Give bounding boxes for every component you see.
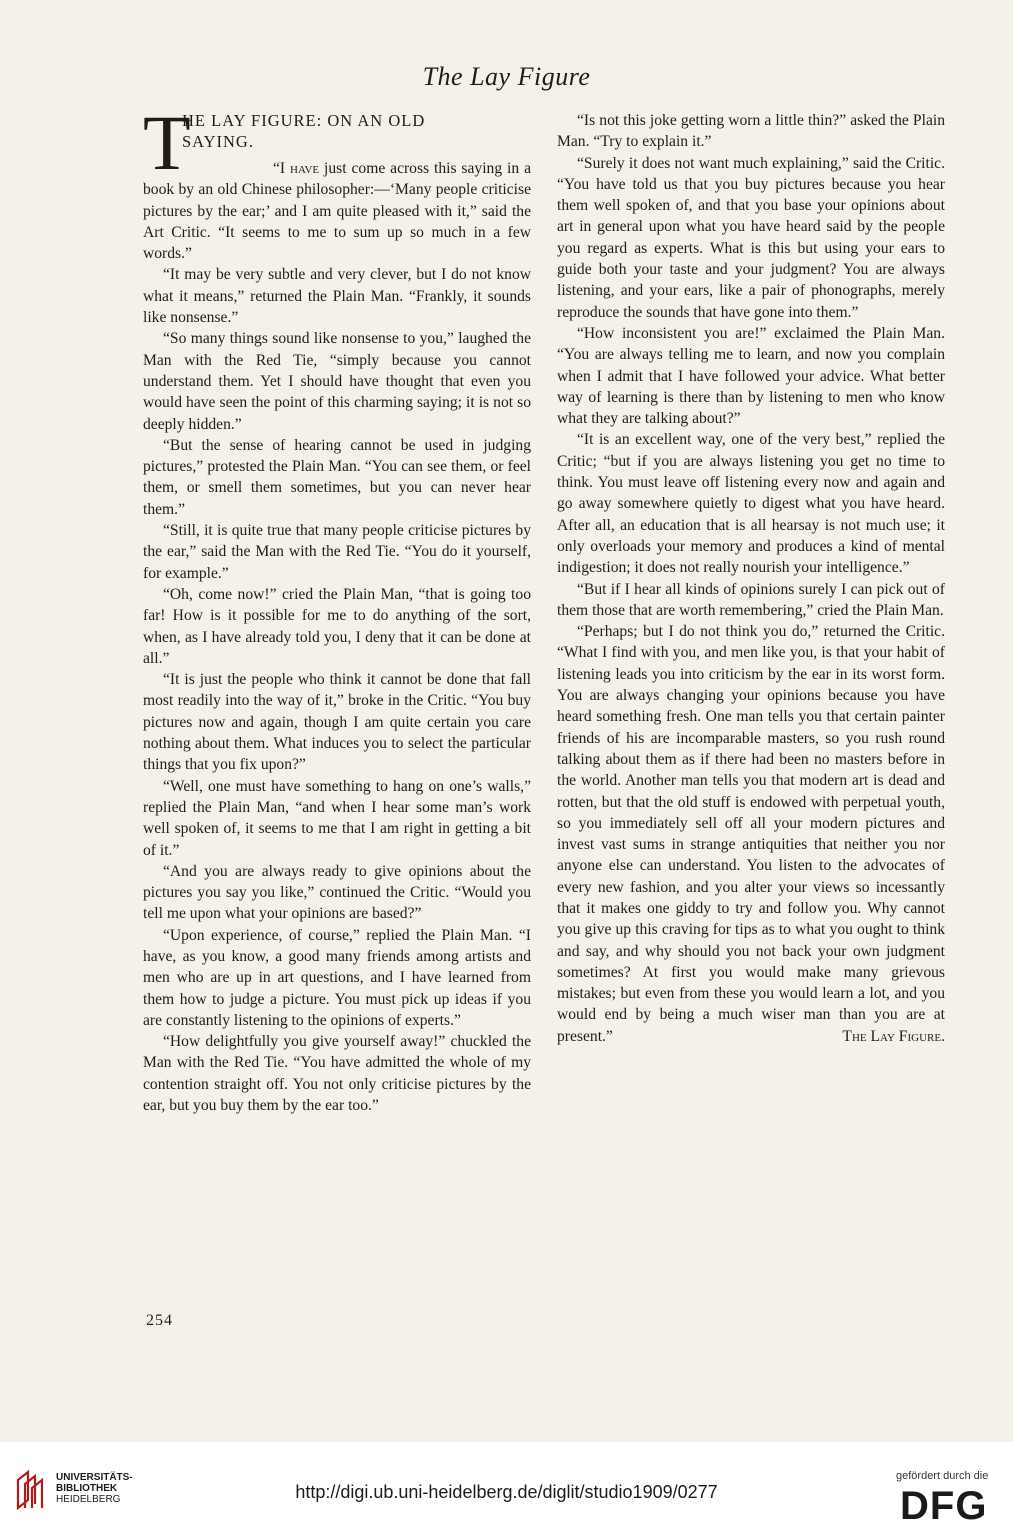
- paragraph: “Still, it is quite true that many people criticise pictures by the ear,” said the Man with the Red Tie. “You do it yourself, for example.”: [143, 522, 531, 582]
- library-name-line-1: UNIVERSITÄTS-: [56, 1472, 133, 1483]
- paragraph: “But if I hear all kinds of opinions surely I can pick out of them those that are worth remembering,” cried the Plain Man.: [557, 580, 945, 619]
- paragraph: “Upon experience, of course,” replied the Plain Man. “I have, as you know, a good many friends among artists and men who are up in art questions, and I have learned from them how to judge a picture. You must pick up ideas if you are constantly listening to the opinions of experts.”: [143, 926, 531, 1029]
- paragraph: “And you are always ready to give opinions about the pictures you say you like,” continued the Critic. “Would you tell me upon what your opinions are based?”: [143, 862, 531, 923]
- opening-paragraph: [143, 158, 531, 264]
- running-head: The Lay Figure: [422, 62, 591, 91]
- library-name-line-3: HEIDELBERG: [56, 1494, 121, 1505]
- sponsor-caption: gefördert durch die: [896, 1470, 989, 1482]
- paragraph: “How inconsistent you are!” exclaimed the Plain Man. “You are always telling me to learn, and now you complain when I admit that I have followed your advice. What better way of learning is there than by listening to men who know what they are talking about?”: [557, 324, 945, 428]
- paragraph: “Is not this joke getting worn a little thin?” asked the Plain Man. “Try to explain it.”: [557, 112, 945, 151]
- paragraph: “How delightfully you give yourself away!” chuckled the Man with the Red Tie. “You have admitted the whole of my contention straight off. You not only criticise pictures by the ear, but you buy them by the ear too.”: [143, 1033, 531, 1115]
- opening-text: just come across this saying in a book by an old Chinese philosopher:—‘Many people criticise pictures by the ear;’ and I am quite pleased with it,” said the Art Critic. “It seems to me to sum up so much in a few words.”: [143, 160, 531, 263]
- closing-text: “Perhaps; but I do not think you do,” returned the Critic. “What I find with you, and men like you, is that your habit of listening leads you into criticism by the ear in its worst form. You are always changing your opinions because you have heard something fresh. One man tells you that certain painter friends of his are incomparable masters, so you rush round talking about them as if there had been no masters before in the world. Another man tells you that modern art is dead and rotten, but that the old stuff is endowed with perpetual youth, so you immediately sell off all your modern pictures and invest vast sums in strange antiquities that neither you nor anyone else can understand. You listen to the advocates of every new fashion, and you alter your views so incessantly that it makes one giddy to try and follow you. Why cannot you give up this craving for tips as to what you ought to think and say, and why should you not back your own judgment sometimes? At first you would make many grievous mistakes; but even from these you would learn a lot, and you would end by being a much wiser man than you are at present.”: [557, 623, 945, 1045]
- paragraph: “Well, one must have something to hang on one’s walls,” replied the Plain Man, “and when I hear some man’s work well spoken of, it seems to me that I am right in getting a bit of it.”: [143, 777, 531, 859]
- page-number: 254: [146, 1312, 173, 1329]
- library-name-line-2: BIBLIOTHEK: [56, 1483, 118, 1494]
- paragraph: “Surely it does not want much explaining,” said the Critic. “You have told us that you buy pictures because you hear them well spoken of, and that you base your opinions about art in general upon what you have heard said by the people you regard as experts. What is this but using your ears to guide both your taste and your judgment? You are always listening, and your ears, like a pair of phonographs, merely reproduce the sounds that have gone into them.”: [557, 154, 945, 321]
- signature: The Lay Figure.: [842, 1027, 945, 1045]
- opening-small-caps: “I have: [273, 160, 320, 177]
- drop-cap: T: [143, 99, 192, 186]
- paragraph: “It is just the people who think it cannot be done that fall most readily into the way of it,” broke in the Critic. “You buy pictures now and again, though I am quite certain you care nothing about them. What induces you to select the particular things that you fix upon?”: [143, 671, 531, 774]
- paragraph: “It may be very subtle and very clever, but I do not know what it means,” returned the Plain Man. “Frankly, it sounds like nonsense.”: [143, 266, 531, 327]
- paragraph: “So many things sound like nonsense to you,” laughed the Man with the Red Tie, “simply because you cannot understand them. Yet I should have thought that even you would have seen the point of this charming saying; it is not so deeply hidden.”: [143, 330, 531, 433]
- headline-line-2: SAYING.: [182, 132, 254, 151]
- left-column: [143, 99, 531, 1116]
- paragraph: “Oh, come now!” cried the Plain Man, “that is going too far! How is it possible for me to do anything of the sort, when, as I have already told you, I deny that it can be done at all.”: [143, 585, 531, 667]
- right-column: [557, 110, 945, 1047]
- closing-paragraph: [557, 621, 945, 1047]
- paragraph: “It is an excellent way, one of the very best,” replied the Critic; “but if you are always listening you get no time to think. You must leave off listening every now and again and go away somewhere quietly to digest what you have heard. After all, an education that is all hearsay is not much use; it only overloads your memory and produces a kind of mental indigestion; it does not really nourish your intelligence.”: [557, 431, 945, 577]
- paragraph: “But the sense of hearing cannot be used in judging pictures,” protested the Plain Man. “You can see them, or feel them, or smell them sometimes, but you can never hear them.”: [143, 436, 531, 518]
- permalink-url[interactable]: http://digi.ub.uni-heidelberg.de/diglit/studio1909/0277: [295, 1482, 718, 1502]
- headline-line-1: HE LAY FIGURE: ON AN OLD: [182, 111, 426, 130]
- dfg-logo: DFG: [900, 1484, 988, 1528]
